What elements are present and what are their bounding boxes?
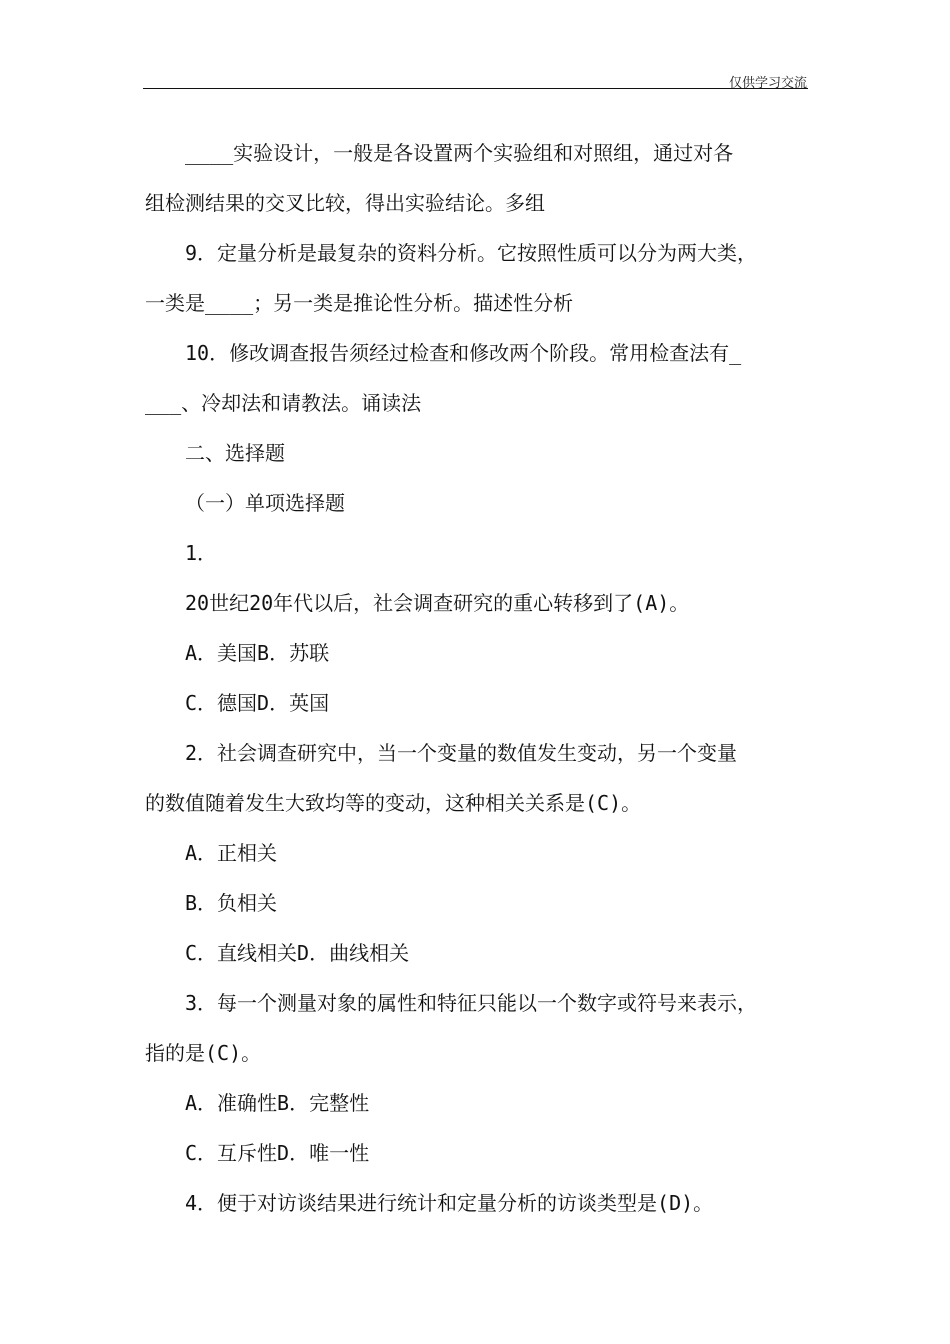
document-body — [145, 128, 810, 1228]
header-rule — [143, 88, 808, 89]
subsection-heading: （一）单项选择题 — [185, 491, 345, 515]
question-text: 3．每一个测量对象的属性和特征只能以一个数字或符号来表示， — [185, 991, 758, 1015]
text-line: 9．定量分析是最复杂的资料分析。它按照性质可以分为两大类， — [185, 241, 758, 265]
question-text: 2．社会调查研究中，当一个变量的数值发生变动，另一个变量 — [185, 741, 738, 765]
answer-option: C．互斥性D．唯一性 — [185, 1141, 370, 1165]
answer-option: A．准确性B．完整性 — [185, 1091, 370, 1115]
answer-option: A．美国B．苏联 — [185, 641, 330, 665]
question-text: 20世纪20年代以后，社会调查研究的重心转移到了(A)。 — [185, 591, 690, 615]
question-text: 4．便于对访谈结果进行统计和定量分析的访谈类型是(D)。 — [185, 1191, 714, 1215]
answer-option: C．直线相关D．曲线相关 — [185, 941, 410, 965]
header-note: 仅供学习交流 — [728, 76, 807, 91]
answer-option: A．正相关 — [185, 841, 278, 865]
text-line: ____实验设计，一般是各设置两个实验组和对照组，通过对各 — [185, 141, 734, 165]
answer-option: C．德国D．英国 — [185, 691, 330, 715]
question-number: 1． — [185, 541, 218, 565]
text-line: 组检测结果的交叉比较，得出实验结论。多组 — [145, 191, 545, 215]
text-line: 10．修改调查报告须经过检查和修改两个阶段。常用检查法有_ — [185, 341, 742, 365]
question-text: 的数值随着发生大致均等的变动，这种相关关系是(C)。 — [145, 791, 642, 815]
text-line: ___、冷却法和请教法。诵读法 — [145, 391, 422, 415]
text-line: 一类是____；另一类是推论性分析。描述性分析 — [145, 291, 574, 315]
section-heading: 二、选择题 — [185, 441, 285, 465]
answer-option: B．负相关 — [185, 891, 278, 915]
question-text: 指的是(C)。 — [145, 1041, 262, 1065]
